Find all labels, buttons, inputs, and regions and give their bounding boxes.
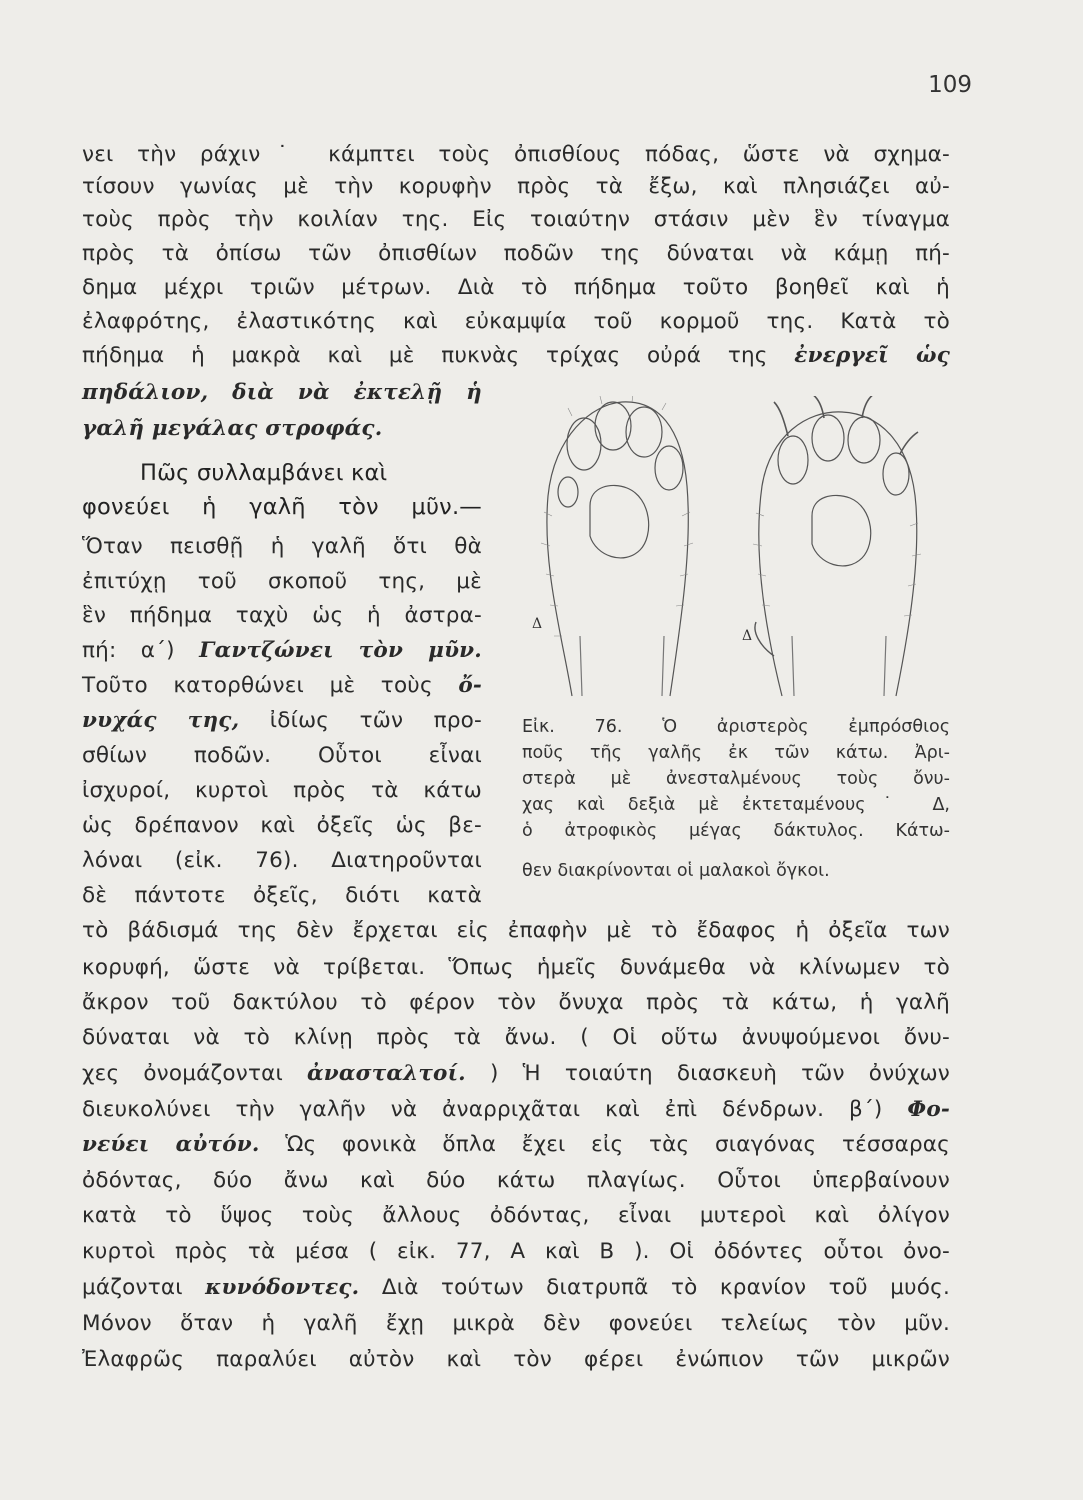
text-line: Μόνον ὅταν ἡ γαλῆ ἔχῃ μικρὰ δὲν φονεύει τελείως τὸν μῦν. — [82, 1311, 950, 1336]
text-line: ἐλαφρότης, ἐλαστικότης καὶ εὐκαμψία τοῦ κορμοῦ της. Κατὰ τὸ — [82, 309, 950, 334]
text-line — [82, 636, 482, 666]
text-line: σθίων ποδῶν. Οὗτοι εἶναι — [82, 743, 482, 768]
text-span: ἰδίως τῶν προ- — [269, 708, 482, 733]
emphasis-text: ὄ- — [458, 673, 482, 698]
emphasis-text: ἐνεργεῖ ὡς — [794, 343, 950, 368]
figure-caption-line: χας καὶ δεξιὰ μὲ ἐκτεταμένους˙ Δ, — [522, 795, 950, 815]
text-line: δύναται νὰ τὸ κλίνῃ πρὸς τὰ ἄνω. ( Οἱ οὕτω ἀνυψούμενοι ὄνυ- — [82, 1025, 950, 1050]
emphasis-text: Γαντζώνει τὸν μῦν. — [199, 638, 482, 663]
text-line — [82, 1059, 950, 1089]
text-line — [82, 1095, 950, 1125]
emphasis-line: πηδάλιον, διὰ νὰ ἐκτελῇ ἡ — [82, 380, 482, 405]
paw-figure — [512, 396, 952, 706]
text-span: ) Ἡ τοιαύτη διασκευὴ τῶν ὀνύχων — [489, 1061, 950, 1086]
text-span: Ὡς φονικὰ ὅπλα ἔχει εἰς τὰς σιαγόνας τέσσαρας — [285, 1132, 950, 1157]
emphasis-text: νυχάς της, — [82, 708, 240, 733]
text-line: κορυφή, ὥστε νὰ τρίβεται. Ὅπως ἡμεῖς δυνάμεθα νὰ κλίνωμεν τὸ — [82, 955, 950, 980]
text-line: λόναι (εἰκ. 76). Διατηροῦνται — [82, 848, 482, 873]
text-span: Διὰ τούτων διατρυπᾶ τὸ κρανίον τοῦ μυός. — [381, 1275, 950, 1300]
text-line: πρὸς τὰ ὀπίσω τῶν ὀπισθίων ποδῶν της δύναται νὰ κάμῃ πή- — [82, 241, 950, 266]
section-heading: φονεύει ἡ γαλῆ τὸν μῦν.— — [82, 494, 482, 520]
figure-caption-line: ποῦς τῆς γαλῆς ἐκ τῶν κάτω. Ἀρι- — [522, 743, 950, 763]
section-heading: Πῶς συλλαμβάνει καὶ — [140, 460, 388, 486]
text-line: Ἐλαφρῶς παραλύει αὐτὸν καὶ τὸν φέρει ἐνώπιον τῶν μικρῶν — [82, 1347, 950, 1372]
figure-label-left: Δ — [532, 616, 543, 632]
figure-caption-line: Εἰκ. 76. Ὁ ἀριστερὸς ἐμπρόσθιος — [522, 717, 950, 737]
text-span: πήδημα ἡ μακρὰ καὶ μὲ πυκνὰς τρίχας οὐρά της — [82, 343, 768, 368]
text-line: ὡς δρέπανον καὶ ὀξεῖς ὡς βε- — [82, 813, 482, 838]
emphasis-text: Φο- — [907, 1097, 950, 1122]
text-line: ὀδόντας, δύο ἄνω καὶ δύο κάτω πλαγίως. Οὗτοι ὑπερβαίνουν — [82, 1168, 950, 1193]
text-line — [82, 706, 482, 736]
text-span: διευκολύνει τὴν γαλῆν νὰ ἀναρριχᾶται καὶ ἐπὶ δένδρων. β΄) — [82, 1097, 883, 1122]
text-line: δημα μέχρι τριῶν μέτρων. Διὰ τὸ πήδημα τοῦτο βοηθεῖ καὶ ἡ — [82, 275, 950, 300]
emphasis-text: νεύει αὐτόν. — [82, 1132, 260, 1157]
text-span: μάζονται — [82, 1275, 183, 1300]
text-line: ἰσχυροί, κυρτοὶ πρὸς τὰ κάτω — [82, 778, 482, 803]
text-line: ἐπιτύχῃ τοῦ σκοποῦ της, μὲ — [82, 569, 482, 594]
text-line: Ὅταν πεισθῇ ἡ γαλῆ ὅτι θὰ — [82, 534, 482, 559]
text-line: ἄκρον τοῦ δακτύλου τὸ φέρον τὸν ὄνυχα πρὸς τὰ κάτω, ἡ γαλῆ — [82, 990, 950, 1015]
emphasis-text: κυνόδοντες. — [205, 1275, 360, 1300]
figure-caption-line: στερὰ μὲ ἀνεσταλμένους τοὺς ὄνυ- — [522, 769, 950, 789]
text-span: πή: α΄) — [82, 638, 175, 663]
text-line: κυρτοὶ πρὸς τὰ μέσα ( εἰκ. 77, Α καὶ Β ). Οἱ ὀδόντες οὗτοι ὀνο- — [82, 1239, 950, 1264]
figure-label-right: Δ — [742, 628, 753, 644]
text-span: Τοῦτο κατορθώνει μὲ τοὺς — [82, 673, 433, 698]
text-line: ἓν πήδημα ταχὺ ὡς ἡ ἀστρα- — [82, 603, 482, 628]
text-line — [82, 671, 482, 701]
figure-caption-line: θεν διακρίνονται οἱ μαλακοὶ ὄγκοι. — [522, 861, 830, 881]
text-line: τοὺς πρὸς τὴν κοιλίαν της. Εἰς τοιαύτην στάσιν μὲν ἓν τίναγμα — [82, 207, 950, 232]
emphasis-text: ἀνασταλτοί. — [307, 1061, 466, 1086]
emphasis-line: γαλῆ μεγάλας στροφάς. — [82, 416, 383, 441]
page-number: 109 — [928, 72, 972, 98]
text-line — [82, 1273, 950, 1303]
text-line: νει τὴν ράχιν˙ κάμπτει τοὺς ὀπισθίους πόδας, ὥστε νὰ σχημα- — [82, 142, 950, 167]
text-span: χες ὀνομάζονται — [82, 1061, 283, 1086]
text-line: τὸ βάδισμά της δὲν ἔρχεται εἰς ἐπαφὴν μὲ τὸ ἔδαφος ἡ ὀξεῖα των — [82, 918, 950, 943]
text-line: κατὰ τὸ ὕψος τοὺς ἄλλους ὀδόντας, εἶναι μυτεροὶ καὶ ὀλίγον — [82, 1203, 950, 1228]
text-line: τίσουν γωνίας μὲ τὴν κορυφὴν πρὸς τὰ ἔξω, καὶ πλησιάζει αὐ- — [82, 174, 950, 199]
text-line — [82, 341, 950, 371]
figure-caption-line: ὁ ἀτροφικὸς μέγας δάκτυλος. Κάτω- — [522, 821, 950, 841]
text-line: δὲ πάντοτε ὀξεῖς, διότι κατὰ — [82, 883, 482, 908]
text-line — [82, 1130, 950, 1160]
